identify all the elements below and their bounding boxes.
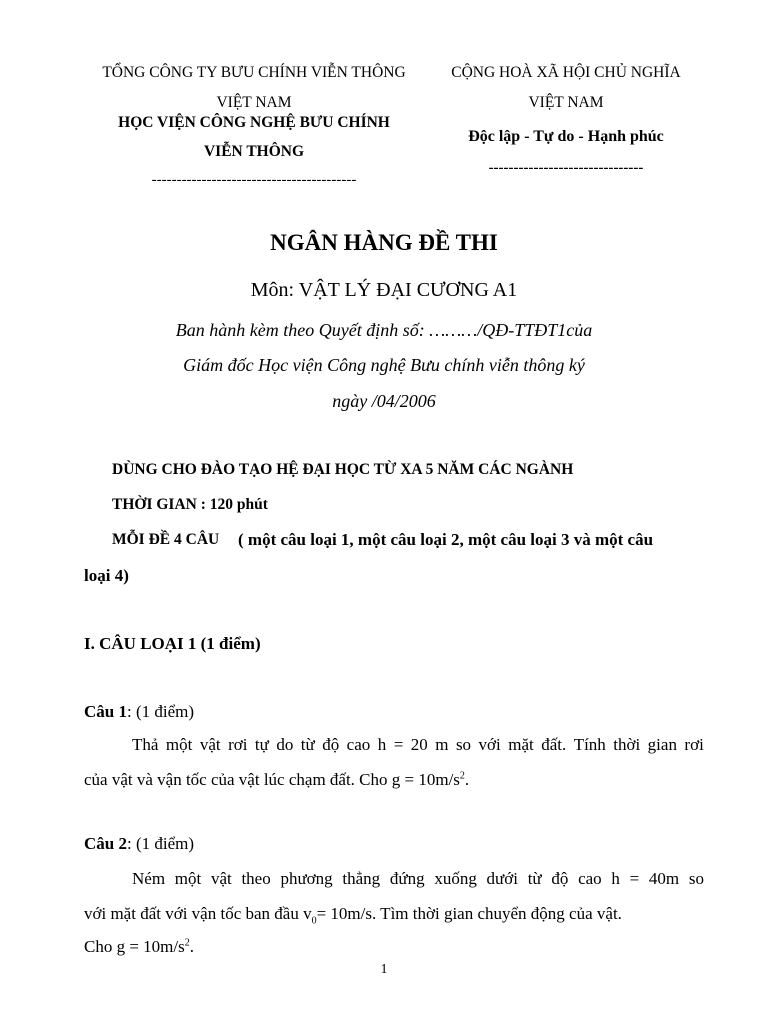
word: 40m [648,869,680,888]
question-2-subscript: 0 [311,915,317,927]
question-2-line3-text: Cho g = 10m/s [84,937,185,956]
national-motto: Độc lập - Tự do - Hạnh phúc [468,128,664,145]
question-1-text-line2 [84,770,469,790]
per-exam-detail-line2: loại 4) [84,566,129,585]
page-number: 1 [380,962,388,977]
word: gian [647,735,677,754]
word: rơi [228,735,248,754]
subject-line: Môn: VẬT LÝ ĐẠI CƯƠNG A1 [250,279,518,301]
question-1-heading [84,702,194,722]
question-1-line2-text: của vật và vận tốc của vật lúc chạm đất. Cho g = 10m/s [84,770,460,789]
question-2-line2-text [84,904,622,927]
word: dưới [486,869,518,888]
word: vật [199,735,221,754]
right-divider: ------------------------------- [488,160,644,176]
word: do [276,735,294,754]
word: tự [254,735,269,754]
question-2-text-line2 [84,904,704,927]
ministry-name-line2: VIỆT NAM [216,94,292,111]
word: cao [578,869,602,888]
word: xuống [434,869,477,888]
word: đất. [541,735,567,754]
institute-name-line1: HỌC VIỆN CÔNG NGHỆ BƯU CHÍNH [118,114,390,131]
word: từ [300,735,315,754]
word: so [455,735,472,754]
question-2-text-line3 [84,937,194,957]
word: so [688,869,704,888]
word: đứng [389,869,425,888]
word: với [478,735,501,754]
word: mặt [508,735,534,754]
question-1-words [132,735,704,755]
institute-name-line2: VIỄN THÔNG [203,143,305,160]
word: Tính [573,735,606,754]
word: 20 [410,735,428,754]
ministry-name-line1: TỔNG CÔNG TY BƯU CHÍNH VIỄN THÔNG [102,64,406,81]
republic-name-line1: CỘNG HOÀ XÃ HỘI CHỦ NGHĨA [451,64,681,81]
word: phương [280,869,333,888]
decree-line-2: Giám đốc Học viện Công nghệ Bưu chính viễn thông ký [183,355,585,375]
question-1-text-line1 [84,735,704,755]
section-heading: I. CÂU LOẠI 1 (1 điểm) [84,634,261,653]
word: cao [346,735,371,754]
per-exam-label: MỖI ĐỀ 4 CÂU [112,531,220,548]
word: thẳng [342,869,381,888]
question-2-exponent: 2 [184,937,190,949]
republic-name-line2: VIỆT NAM [528,94,604,111]
word: theo [241,869,271,888]
word: = [393,735,404,754]
question-2-words [132,869,704,889]
word: một [165,735,193,754]
word: rơi [684,735,704,754]
word: độ [322,735,340,754]
word: độ [551,869,569,888]
word: một [174,869,202,888]
question-2-heading [84,834,194,854]
question-1-line2-end: . [464,770,470,789]
question-1-points: : (1 điểm) [126,702,195,721]
word: Thả [132,735,159,754]
question-1-label: Câu 1 [84,702,127,721]
question-2-text-line1 [84,869,704,889]
exam-time: THỜI GIAN : 120 phút [112,496,268,513]
question-2-line3-end: . [189,937,194,956]
word: m [435,735,449,754]
word: vật [210,869,232,888]
left-divider: ----------------------------------------- [151,172,357,188]
decree-line-1: Ban hành kèm theo Quyết định số: ………/QĐ-TTĐT1của [175,320,593,340]
question-2-points: : (1 điểm) [126,834,195,853]
word: thời [613,735,641,754]
question-2-line2-post: = 10m/s. Tìm thời gian chuyển động của vật. [316,904,622,923]
word: = [629,869,640,888]
usage-info: DÙNG CHO ĐÀO TẠO HỆ ĐẠI HỌC TỪ XA 5 NĂM CÁC NGÀNH [112,461,574,478]
word: h [611,869,620,888]
decree-line-3: ngày /04/2006 [332,391,436,411]
question-1-exponent: 2 [459,770,465,782]
per-exam-detail-line1: ( một câu loại 1, một câu loại 2, một câu loại 3 và một câu [238,530,654,549]
question-2-line2-pre: với mặt đất với vận tốc ban đầu v [84,904,312,923]
question-2-label: Câu 2 [84,834,127,853]
document-title: NGÂN HÀNG ĐỀ THI [270,230,498,255]
word: Ném [132,869,166,888]
word: từ [527,869,542,888]
word: h [377,735,387,754]
